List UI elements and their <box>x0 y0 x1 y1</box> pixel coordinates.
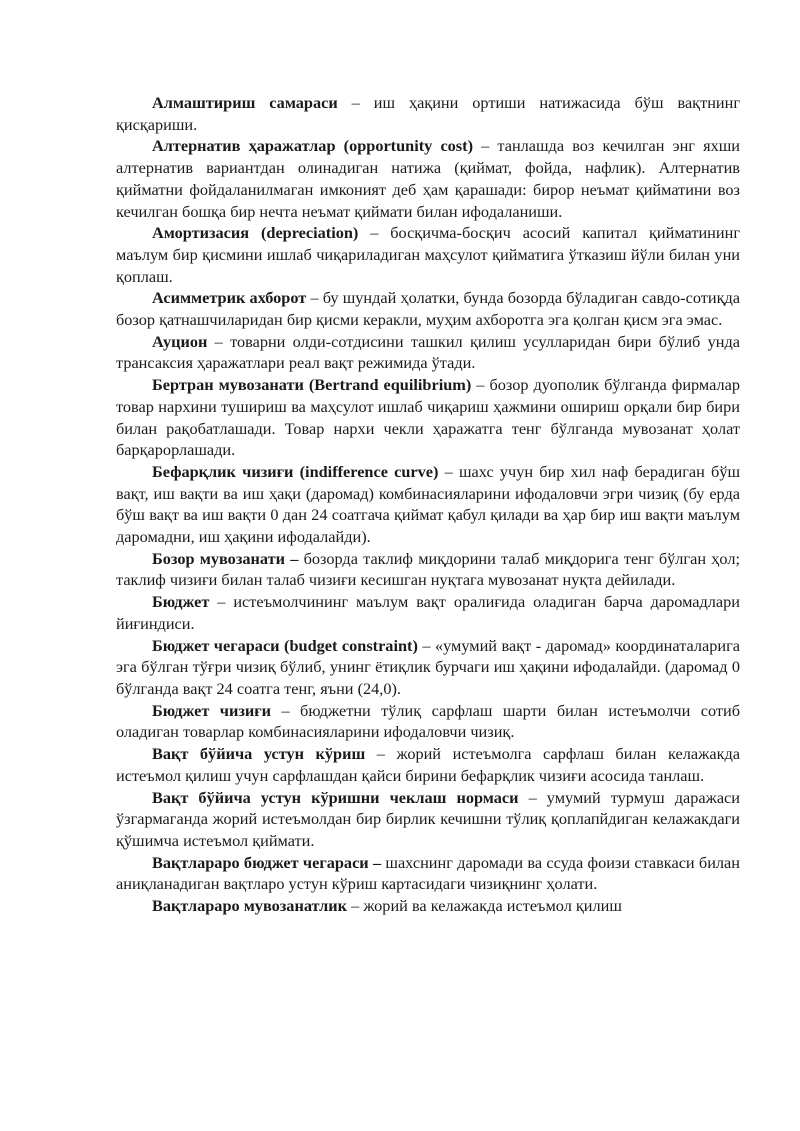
glossary-entry <box>116 591 740 634</box>
glossary-entry <box>116 635 740 700</box>
entry-term: Асимметрик ахборот <box>152 288 307 308</box>
entry-term: Вақт бўйича устун кўришни чеклаш нормаси <box>152 787 519 807</box>
glossary-entry <box>116 852 740 895</box>
entry-definition: шахснинг даромади ва ссуда фоизи ставкаси билан аниқланадиган вақтларо устун кўриш картасидаги чизиқнинг ҳолати. <box>116 852 740 894</box>
entry-definition: – жорий истеъмолга сарфлаш билан келажакда истеъмол қилиш учун сарфлашдан қайси бирини бефарқлик чизиғи асосида танлаш. <box>116 744 741 785</box>
glossary-entry <box>116 895 740 917</box>
entry-definition: – иш ҳақини ортиши натижасида бўш вақтнинг қисқариши. <box>116 93 741 134</box>
entry-definition: – товарни олди-сотдисини ташкил қилиш усулларидан бири бўлиб унда трансаксия ҳаражатлари реал вақт режимида ўтади. <box>116 331 740 373</box>
entry-term: Вақтлараро бюджет чегараси – <box>152 852 382 872</box>
entry-term: Бефарқлик чизиғи (indifference curve) <box>152 461 439 481</box>
entry-definition: – жорий ва келажакда истеъмол қилиш <box>347 896 622 916</box>
entry-definition: – шахс учун бир хил наф берадиган бўш вақт, иш вақти ва иш ҳақи (даромад) комбинасияларини ифодаловчи эгри чизиқ (бу ерда бўш вақт ва иш вақти 0 дан 24 соатгача қиймат қабул қилади ва ҳар бир иш вақти маълум даромадни, иш ҳақини ифодалайди). <box>116 461 741 547</box>
entry-term: Алтернатив ҳаражатлар (opportunity cost) <box>152 136 473 156</box>
entry-term: Алмаштириш самараси <box>152 93 338 112</box>
glossary-entry <box>116 287 740 330</box>
entry-definition: – бу шундай ҳолатки, бунда бозорда бўладиган савдо-сотиқда бозор қатнашчиларидан бир қисми керакли, муҳим ахборотга эга қолган қисм эга эмас. <box>116 288 740 330</box>
glossary-entry <box>116 743 740 786</box>
glossary-entry <box>116 700 740 743</box>
entry-definition: – умумий турмуш даражаси ўзгармаганда жорий истеъмолдан бир бирлик кечишни тўлиқ қоплапйдиган келажакдаги қўшимча истеъмол қиймати. <box>116 787 740 850</box>
entry-term: Бюджет чизиғи <box>152 700 272 720</box>
glossary-entry <box>116 331 740 374</box>
entry-term: Бозор мувозанати – <box>152 548 299 568</box>
document-page <box>116 92 740 917</box>
entry-term: Бюджет <box>152 592 210 612</box>
glossary-entry <box>116 222 740 287</box>
glossary-entry <box>116 461 740 548</box>
entry-definition: бозорда таклиф миқдорини талаб миқдорига тенг бўлган ҳол; таклиф чизиғи билан талаб чизиғи кесишган нуқтага мувозанат нуқта дейилади. <box>116 548 740 590</box>
entry-term: Вақтлараро мувозанатлик <box>152 896 348 916</box>
glossary-entry <box>116 787 740 852</box>
glossary-entry <box>116 374 740 461</box>
glossary-entry <box>116 92 740 135</box>
entry-definition: – бозор дуополик бўлганда фирмалар товар нархини тушириш ва маҳсулот ишлаб чиқариш ҳажмини ошириш орқали бир бири билан рақобатлашади. Товар нархи чекли ҳаражатга тенг бўлганда мувозанат ҳолат барқарорлашади. <box>116 375 740 460</box>
glossary-entry <box>116 548 740 591</box>
entry-definition: – босқичма-босқич асосий капитал қийматининг маълум бир қисмини ишлаб чиқариладиган маҳсулот қийматига ўтказиш йўли билан уни қоплаш. <box>116 223 740 286</box>
entry-term: Вақт бўйича устун кўриш <box>152 744 366 764</box>
entry-term: Бертран мувозанати (Bertrand equilibrium) <box>152 375 472 395</box>
entry-term: Бюджет чегараси (budget constraint) <box>152 635 418 655</box>
entry-definition: – танлашда воз кечилган энг яхши алтернатив вариантдан олинадиган натижа (қиймат, фойда, нафлик). Алтернатив қийматни фойдаланилмаган имконият деб ҳам қарашади: бирор неъмат қийматини воз кечилган бошқа бир нечта неъмат қиймати билан ифодаланиши. <box>116 136 741 221</box>
entry-definition: – «умумий вақт - даромад» координаталарига эга бўлган тўғри чизиқ бўлиб, унинг ётиқлик бурчаги иш ҳақини ифодалайди. (даромад 0 бўлганда вақт 24 соатга тенг, яъни (24,0). <box>116 635 740 698</box>
glossary-entry <box>116 135 740 222</box>
entry-term: Ауцион <box>152 331 208 351</box>
entry-term: Амортизасия (depreciation) <box>152 223 359 243</box>
entry-definition: – бюджетни тўлиқ сарфлаш шарти билан истеъмолчи сотиб оладиган товарлар комбинасияларини ифодаловчи чизиқ. <box>116 700 740 742</box>
entry-definition: – истеъмолчининг маълум вақт оралиғида оладиган барча даромадлари йиғиндиси. <box>116 592 740 633</box>
